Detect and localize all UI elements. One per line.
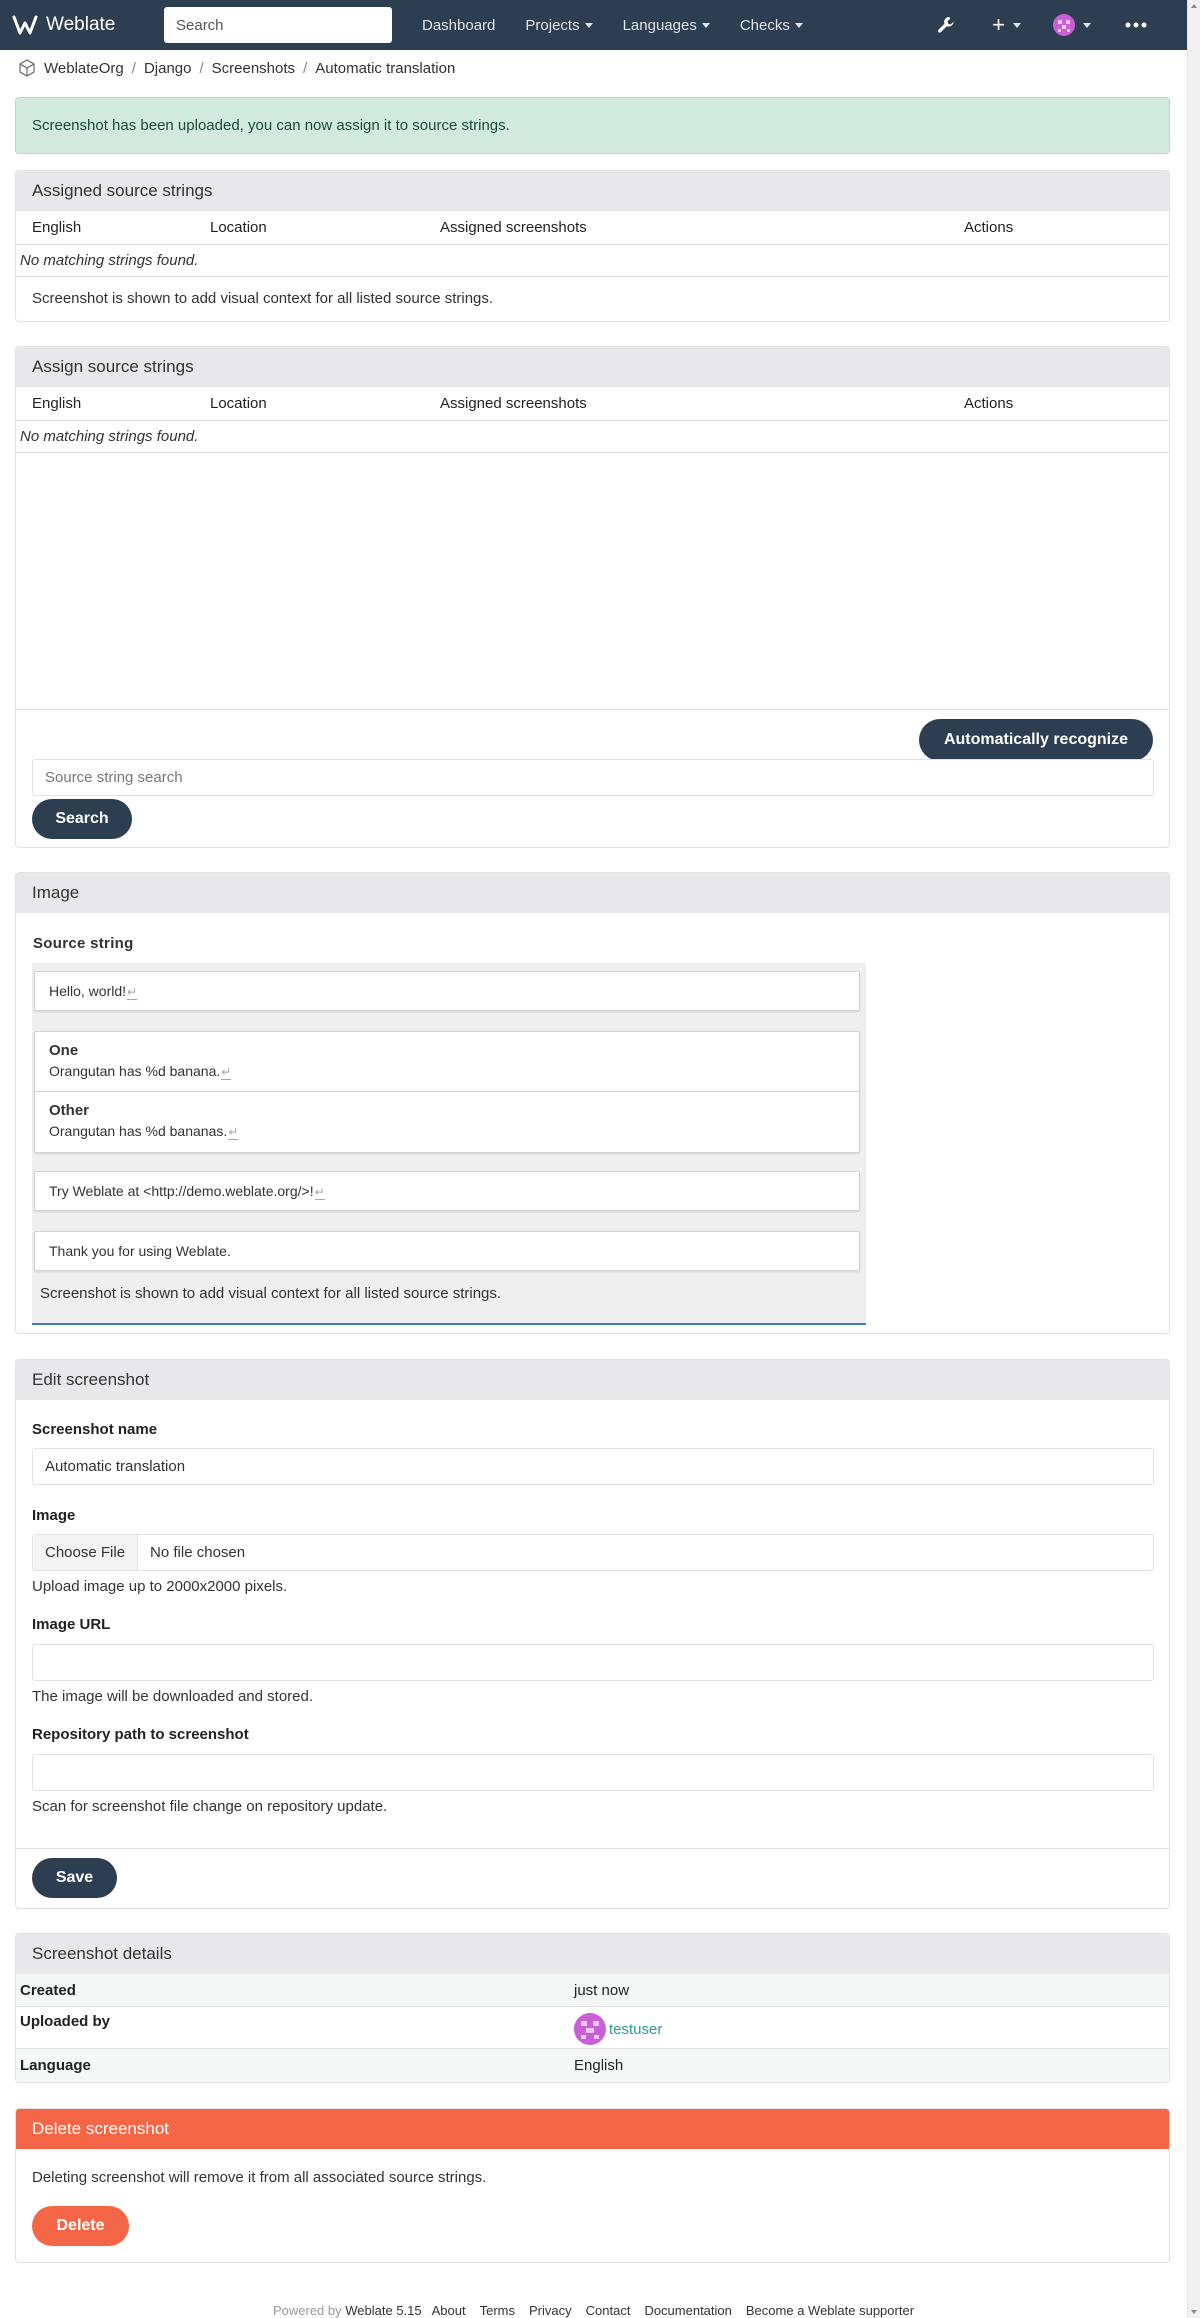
empty-message: No matching strings found. bbox=[16, 244, 1169, 276]
panel-heading: Assigned source strings bbox=[16, 171, 1169, 211]
vertical-scrollbar[interactable] bbox=[1187, 0, 1200, 2318]
edit-screenshot-panel bbox=[15, 1359, 1170, 1909]
return-icon: ↵ bbox=[127, 985, 138, 999]
table-row bbox=[16, 244, 1169, 276]
nav-projects-dropdown[interactable]: Projects bbox=[525, 17, 592, 34]
column-english: English bbox=[16, 211, 206, 244]
panel-heading: Delete screenshot bbox=[16, 2109, 1169, 2149]
assign-strings-table bbox=[16, 387, 1169, 453]
detail-row-uploaded-by: Uploaded by testuser bbox=[16, 2007, 1169, 2049]
breadcrumb-separator: / bbox=[303, 59, 308, 77]
screenshot-name-label: Screenshot name bbox=[32, 1421, 158, 1438]
assigned-strings-panel bbox=[15, 170, 1170, 322]
assign-strings-panel bbox=[15, 346, 1170, 848]
image-url-help: The image will be downloaded and stored. bbox=[32, 1688, 314, 1705]
column-actions: Actions bbox=[960, 211, 1169, 244]
screenshot-image bbox=[32, 963, 866, 1325]
success-alert bbox=[15, 97, 1170, 154]
image-file-input[interactable] bbox=[32, 1534, 1154, 1571]
detail-row-language: Language English bbox=[16, 2049, 1169, 2082]
empty-message: No matching strings found. bbox=[16, 420, 1169, 452]
table-row bbox=[16, 420, 1169, 452]
repository-path-label: Repository path to screenshot bbox=[32, 1726, 249, 1743]
repository-path-help: Scan for screenshot file change on repository update. bbox=[32, 1798, 388, 1815]
image-label: Image bbox=[32, 1507, 76, 1524]
footer-documentation-link[interactable]: Documentation bbox=[644, 2303, 732, 2318]
repository-path-input[interactable] bbox=[32, 1754, 1154, 1791]
nav-search-input[interactable] bbox=[164, 7, 392, 43]
panel-note: Screenshot is shown to add visual context for all listed source strings. bbox=[32, 290, 494, 307]
save-button[interactable]: Save bbox=[32, 1858, 117, 1898]
screenshot-heading: Source string bbox=[33, 935, 134, 952]
nav-languages-dropdown[interactable]: Languages bbox=[623, 17, 710, 34]
screenshot-name-input[interactable] bbox=[32, 1448, 1154, 1485]
column-actions: Actions bbox=[960, 387, 1169, 420]
scroll-down-icon[interactable] bbox=[1191, 2310, 1197, 2314]
breadcrumb-separator: / bbox=[199, 59, 204, 77]
source-string-search-input[interactable] bbox=[32, 759, 1154, 796]
footer-about-link[interactable]: About bbox=[431, 2303, 466, 2318]
scroll-up-icon[interactable] bbox=[1191, 4, 1197, 8]
delete-button[interactable]: Delete bbox=[32, 2206, 129, 2246]
auto-recognize-button[interactable]: Automatically recognize bbox=[919, 719, 1153, 761]
footer-terms-link[interactable]: Terms bbox=[479, 2303, 515, 2318]
image-url-label: Image URL bbox=[32, 1616, 111, 1633]
preview-string-card: Hello, world!↵ bbox=[34, 971, 860, 1011]
return-icon: ↵ bbox=[228, 1125, 239, 1139]
weblate-logo-icon bbox=[12, 14, 38, 36]
column-location: Location bbox=[206, 387, 436, 420]
panel-heading: Edit screenshot bbox=[16, 1360, 1169, 1400]
return-icon: ↵ bbox=[314, 1185, 325, 1199]
table-header-row bbox=[16, 211, 1169, 244]
breadcrumb-project[interactable]: Django bbox=[143, 59, 192, 77]
brand-name: Weblate bbox=[46, 14, 116, 35]
delete-warning-text: Deleting screenshot will remove it from all associated source strings. bbox=[32, 2169, 487, 2186]
footer-supporter-link[interactable]: Become a Weblate supporter bbox=[745, 2303, 915, 2318]
breadcrumb-screenshots[interactable]: Screenshots bbox=[211, 59, 296, 77]
plus-icon: + bbox=[992, 12, 1005, 37]
panel-heading: Assign source strings bbox=[16, 347, 1169, 387]
table-header-row bbox=[16, 387, 1169, 420]
uploader-link[interactable]: testuser bbox=[609, 2020, 663, 2038]
nav-dashboard[interactable]: Dashboard bbox=[422, 16, 496, 34]
preview-string-card: Thank you for using Weblate. bbox=[34, 1231, 860, 1271]
caret-down-icon bbox=[1083, 23, 1091, 28]
alert-message: Screenshot has been uploaded, you can now assign it to source strings. bbox=[32, 117, 510, 134]
search-button[interactable]: Search bbox=[32, 799, 132, 839]
choose-file-button[interactable]: Choose File bbox=[33, 1535, 138, 1570]
image-url-input[interactable] bbox=[32, 1644, 1154, 1681]
panel-divider bbox=[16, 1848, 1169, 1849]
breadcrumb-org[interactable]: WeblateOrg bbox=[44, 59, 124, 77]
caret-down-icon bbox=[795, 23, 803, 28]
image-panel bbox=[15, 872, 1170, 1334]
add-menu-dropdown[interactable] bbox=[992, 12, 1021, 37]
panel-divider bbox=[16, 709, 1169, 710]
panel-heading: Image bbox=[16, 873, 1169, 913]
nav-checks-dropdown[interactable]: Checks bbox=[740, 17, 803, 34]
column-location: Location bbox=[206, 211, 436, 244]
caret-down-icon bbox=[1013, 23, 1021, 28]
column-assigned-screenshots: Assigned screenshots bbox=[436, 211, 960, 244]
screenshot-caption: Screenshot is shown to add visual context for all listed source strings. bbox=[40, 1285, 502, 1302]
more-menu-icon[interactable] bbox=[1125, 22, 1147, 28]
image-help: Upload image up to 2000x2000 pixels. bbox=[32, 1578, 288, 1595]
return-icon: ↵ bbox=[221, 1065, 232, 1079]
detail-row-created: Created just now bbox=[16, 1974, 1169, 2007]
breadcrumb-current[interactable]: Automatic translation bbox=[315, 59, 456, 77]
brand[interactable] bbox=[12, 14, 142, 36]
delete-screenshot-panel bbox=[15, 2108, 1170, 2263]
no-file-text: No file chosen bbox=[150, 1544, 246, 1561]
breadcrumb bbox=[18, 59, 455, 77]
user-menu-dropdown[interactable] bbox=[1053, 14, 1091, 36]
footer: Powered by Weblate 5.15 About Terms Privacy Contact Documentation Become a Weblate supporter bbox=[272, 2303, 915, 2318]
wrench-icon[interactable] bbox=[936, 15, 956, 35]
assigned-strings-table bbox=[16, 211, 1169, 277]
preview-plural-card: One Orangutan has %d banana.↵ Other Orangutan has %d bananas.↵ bbox=[34, 1031, 860, 1153]
footer-contact-link[interactable]: Contact bbox=[585, 2303, 631, 2318]
footer-privacy-link[interactable]: Privacy bbox=[529, 2303, 572, 2318]
caret-down-icon bbox=[702, 23, 710, 28]
panel-heading: Screenshot details bbox=[16, 1934, 1169, 1974]
column-assigned-screenshots: Assigned screenshots bbox=[436, 387, 960, 420]
caret-down-icon bbox=[585, 23, 593, 28]
column-english: English bbox=[16, 387, 206, 420]
project-cube-icon bbox=[18, 59, 36, 77]
footer-version-link[interactable]: Weblate 5.15 bbox=[345, 2303, 422, 2318]
avatar-icon bbox=[1053, 14, 1075, 36]
screenshot-details-panel bbox=[15, 1933, 1170, 2083]
preview-string-card: Try Weblate at <http://demo.weblate.org/>!↵ bbox=[34, 1171, 860, 1211]
top-navbar bbox=[0, 0, 1187, 50]
user-avatar bbox=[574, 2013, 606, 2045]
breadcrumb-separator: / bbox=[131, 59, 136, 77]
